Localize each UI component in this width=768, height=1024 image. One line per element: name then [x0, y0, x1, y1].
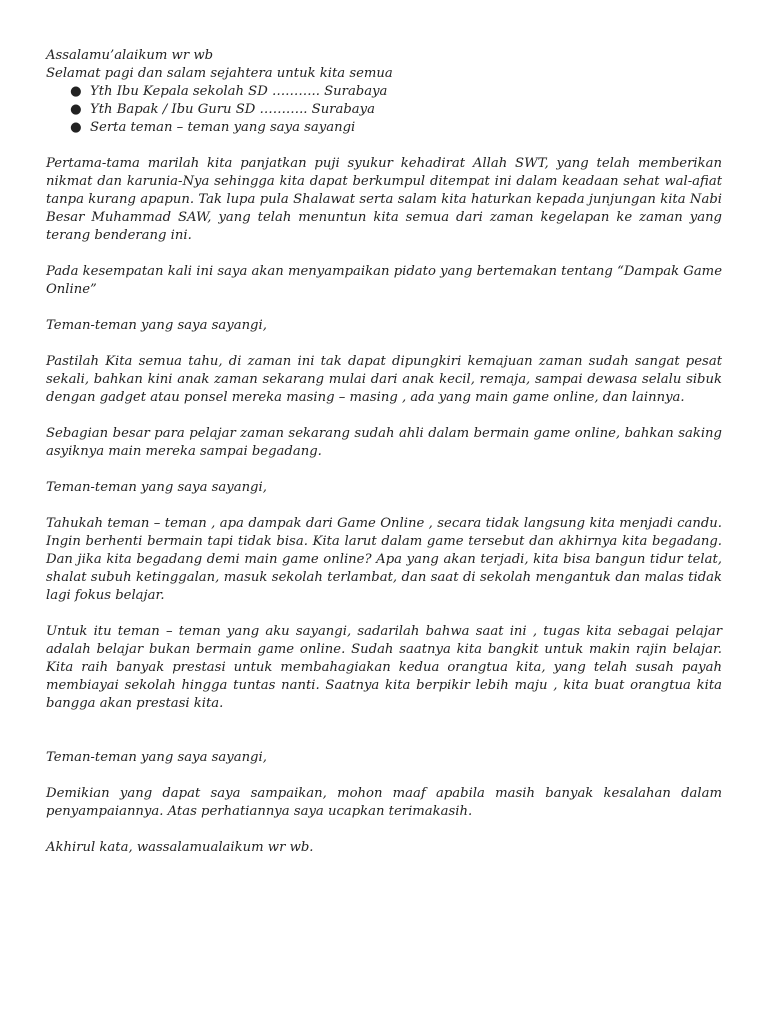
paragraph-theme: Pada kesempatan kali ini saya akan menyampaikan pidato yang bertemakan tentang “Dampak Game Online” — [46, 264, 722, 297]
bullet-icon: ● — [70, 120, 82, 135]
addressee-list — [46, 83, 722, 137]
greeting: Assalamu’alaikum wr wb — [46, 48, 214, 63]
paragraph-body: Sebagian besar para pelajar zaman sekarang sudah ahli dalam bermain game online, bahkan saking asyiknya main mereka sampai begadang. — [46, 426, 722, 459]
paragraph-address: Teman-teman yang saya sayangi, — [46, 318, 267, 333]
bullet-icon: ● — [70, 84, 82, 99]
list-item — [70, 83, 722, 101]
paragraph-farewell: Akhirul kata, wassalamualaikum wr wb. — [46, 840, 314, 855]
paragraph-body: Tahukah teman – teman , apa dampak dari Game Online , secara tidak langsung kita menjadi candu. Ingin berhenti bermain tapi tidak bisa. Kita larut dalam game tersebut dan akhirnya kita begadang. Dan jika kita begadang demi main game online? Apa yang akan terjadi, kita bisa bangun tidur telat, shalat subuh ketinggalan, masuk sekolah terlambat, dan saat di sekolah mengantuk dan malas tidak lagi fokus belajar. — [46, 516, 722, 603]
salutation: Selamat pagi dan salam sejahtera untuk kita semua — [46, 66, 393, 81]
list-item — [70, 119, 722, 137]
list-item — [70, 101, 722, 119]
list-item-text: Yth Bapak / Ibu Guru SD ……….. Surabaya — [90, 102, 375, 117]
paragraph-address: Teman-teman yang saya sayangi, — [46, 750, 267, 765]
paragraph-closing: Demikian yang dapat saya sampaikan, mohon maaf apabila masih banyak kesalahan dalam penyampaiannya. Atas perhatiannya saya ucapkan terimakasih. — [46, 786, 722, 819]
bullet-icon: ● — [70, 102, 82, 117]
list-item-text: Serta teman – teman yang saya sayangi — [90, 120, 356, 135]
paragraph-body: Pastilah Kita semua tahu, di zaman ini tak dapat dipungkiri kemajuan zaman sudah sangat pesat sekali, bahkan kini anak zaman sekarang mulai dari anak kecil, remaja, sampai dewasa selalu sibuk dengan gadget atau ponsel mereka masing – masing , ada yang main game online, dan lainnya. — [46, 354, 722, 405]
list-item-text: Yth Ibu Kepala sekolah SD ……….. Surabaya — [90, 84, 388, 99]
paragraph-opening: Pertama-tama marilah kita panjatkan puji syukur kehadirat Allah SWT, yang telah memberikan nikmat dan karunia-Nya sehingga kita dapat berkumpul ditempat ini dalam keadaan sehat wal-afiat tanpa kurang apapun. Tak lupa pula Shalawat serta salam kita haturkan kepada junjungan kita Nabi Besar Muhammad SAW, yang telah menuntun kita semua dari zaman kegelapan ke zaman yang terang benderang ini. — [46, 156, 722, 243]
paragraph-body: Untuk itu teman – teman yang aku sayangi, sadarilah bahwa saat ini , tugas kita sebagai pelajar adalah belajar bukan bermain game online. Sudah saatnya kita bangkit untuk makin rajin belajar. Kita raih banyak prestasi untuk membahagiakan kedua orangtua kita, yang telah susah payah membiayai sekolah hingga tuntas nanti. Saatnya kita berpikir lebih maju , kita buat orangtua kita bangga akan prestasi kita. — [46, 624, 722, 711]
paragraph-address: Teman-teman yang saya sayangi, — [46, 480, 267, 495]
